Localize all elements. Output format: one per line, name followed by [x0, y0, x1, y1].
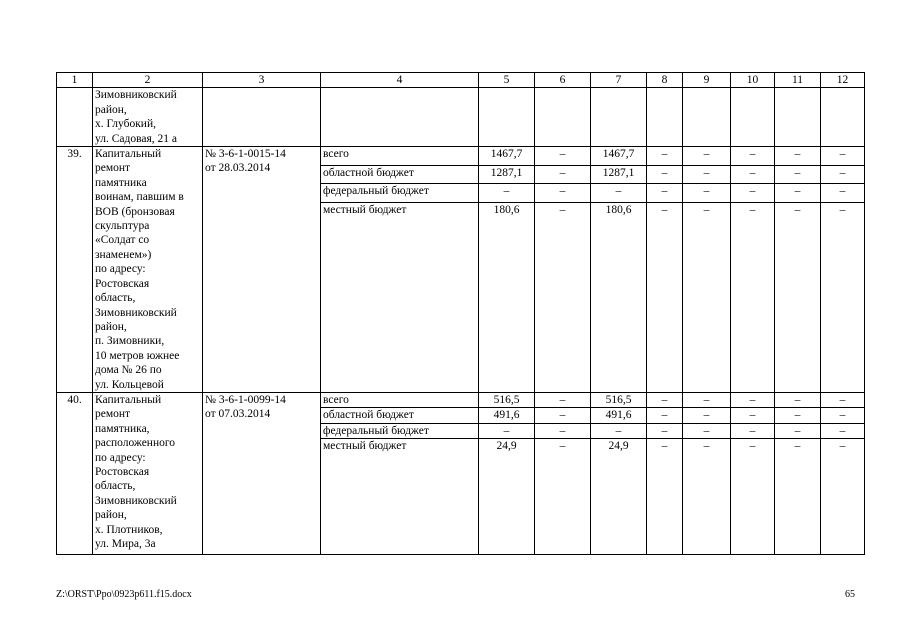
- value-cell: –: [731, 184, 775, 203]
- table-row: [57, 392, 865, 407]
- funding-source: областной бюджет: [321, 165, 479, 184]
- value-cell: 1467,7: [591, 147, 647, 166]
- value-cell: 1287,1: [591, 165, 647, 184]
- value-cell: –: [775, 423, 821, 438]
- object-description: Капитальный ремонт памятника воинам, павшим в ВОВ (бронзовая скульптура «Солдат со знаменем») по адресу: Ростовская область, Зимовниковский район, п. Зимовники, 10 метров южнее дома № 26 по ул. Кольцевой: [93, 147, 203, 393]
- value-cell: –: [591, 184, 647, 203]
- value-cell: –: [821, 202, 865, 392]
- value-cell: –: [535, 184, 591, 203]
- cell-empty: [321, 88, 479, 147]
- value-cell: –: [683, 408, 731, 423]
- value-cell: 516,5: [591, 392, 647, 407]
- value-cell: 491,6: [591, 408, 647, 423]
- col-header: 8: [647, 73, 683, 88]
- value-cell: –: [731, 392, 775, 407]
- value-cell: –: [683, 184, 731, 203]
- funding-source: всего: [321, 147, 479, 166]
- col-header: 4: [321, 73, 479, 88]
- cell-empty: [203, 88, 321, 147]
- value-cell: –: [821, 392, 865, 407]
- value-cell: –: [821, 165, 865, 184]
- cell-empty: [57, 88, 93, 147]
- funding-source: областной бюджет: [321, 408, 479, 423]
- value-cell: –: [683, 439, 731, 555]
- value-cell: –: [775, 147, 821, 166]
- funding-source: всего: [321, 392, 479, 407]
- value-cell: 1467,7: [479, 147, 535, 166]
- value-cell: 516,5: [479, 392, 535, 407]
- object-description: Зимовниковский район, х. Глубокий, ул. Садовая, 21 а: [93, 88, 203, 147]
- value-cell: –: [535, 202, 591, 392]
- funding-source: местный бюджет: [321, 202, 479, 392]
- cell-empty: [535, 88, 591, 147]
- value-cell: –: [775, 202, 821, 392]
- column-number-row: [57, 73, 865, 88]
- value-cell: –: [731, 439, 775, 555]
- value-cell: –: [683, 202, 731, 392]
- cell-empty: [731, 88, 775, 147]
- value-cell: –: [535, 147, 591, 166]
- value-cell: 180,6: [591, 202, 647, 392]
- value-cell: –: [647, 423, 683, 438]
- col-header: 6: [535, 73, 591, 88]
- value-cell: 491,6: [479, 408, 535, 423]
- value-cell: –: [647, 147, 683, 166]
- col-header: 10: [731, 73, 775, 88]
- value-cell: –: [683, 165, 731, 184]
- value-cell: –: [775, 184, 821, 203]
- object-description: Капитальный ремонт памятника, расположенного по адресу: Ростовская область, Зимовниковский район, х. Плотников, ул. Мира, 3а: [93, 392, 203, 554]
- value-cell: –: [647, 202, 683, 392]
- value-cell: –: [535, 408, 591, 423]
- page-number: 65: [845, 589, 855, 600]
- cell-empty: [775, 88, 821, 147]
- value-cell: 180,6: [479, 202, 535, 392]
- value-cell: –: [647, 439, 683, 555]
- continuation-row: [57, 88, 865, 147]
- col-header: 11: [775, 73, 821, 88]
- col-header: 12: [821, 73, 865, 88]
- value-cell: –: [683, 423, 731, 438]
- value-cell: –: [731, 423, 775, 438]
- funding-source: местный бюджет: [321, 439, 479, 555]
- value-cell: –: [731, 165, 775, 184]
- cell-empty: [647, 88, 683, 147]
- col-header: 1: [57, 73, 93, 88]
- value-cell: –: [535, 423, 591, 438]
- value-cell: –: [821, 147, 865, 166]
- value-cell: –: [535, 165, 591, 184]
- cell-empty: [479, 88, 535, 147]
- value-cell: –: [731, 408, 775, 423]
- value-cell: –: [731, 147, 775, 166]
- value-cell: –: [479, 423, 535, 438]
- col-header: 2: [93, 73, 203, 88]
- value-cell: –: [591, 423, 647, 438]
- cell-empty: [821, 88, 865, 147]
- row-number: 40.: [57, 392, 93, 554]
- value-cell: –: [775, 408, 821, 423]
- cell-empty: [591, 88, 647, 147]
- value-cell: –: [731, 202, 775, 392]
- col-header: 9: [683, 73, 731, 88]
- program-table: [56, 72, 865, 555]
- funding-source: федеральный бюджет: [321, 423, 479, 438]
- value-cell: –: [775, 439, 821, 555]
- table-row: [57, 147, 865, 166]
- value-cell: –: [479, 184, 535, 203]
- col-header: 3: [203, 73, 321, 88]
- value-cell: –: [775, 165, 821, 184]
- value-cell: –: [821, 423, 865, 438]
- value-cell: –: [683, 147, 731, 166]
- document-reference: № 3-6-1-0015-14 от 28.03.2014: [203, 147, 321, 393]
- file-path-footer: Z:\ORST\Ppo\0923p611.f15.docx: [56, 589, 192, 600]
- value-cell: 1287,1: [479, 165, 535, 184]
- value-cell: –: [647, 392, 683, 407]
- cell-empty: [683, 88, 731, 147]
- value-cell: –: [647, 408, 683, 423]
- value-cell: –: [535, 439, 591, 555]
- value-cell: –: [821, 408, 865, 423]
- value-cell: –: [647, 184, 683, 203]
- value-cell: –: [821, 184, 865, 203]
- col-header: 7: [591, 73, 647, 88]
- value-cell: –: [775, 392, 821, 407]
- value-cell: –: [683, 392, 731, 407]
- value-cell: 24,9: [591, 439, 647, 555]
- col-header: 5: [479, 73, 535, 88]
- value-cell: –: [535, 392, 591, 407]
- row-number: 39.: [57, 147, 93, 393]
- value-cell: –: [647, 165, 683, 184]
- value-cell: –: [821, 439, 865, 555]
- value-cell: 24,9: [479, 439, 535, 555]
- funding-source: федеральный бюджет: [321, 184, 479, 203]
- document-reference: № 3-6-1-0099-14 от 07.03.2014: [203, 392, 321, 554]
